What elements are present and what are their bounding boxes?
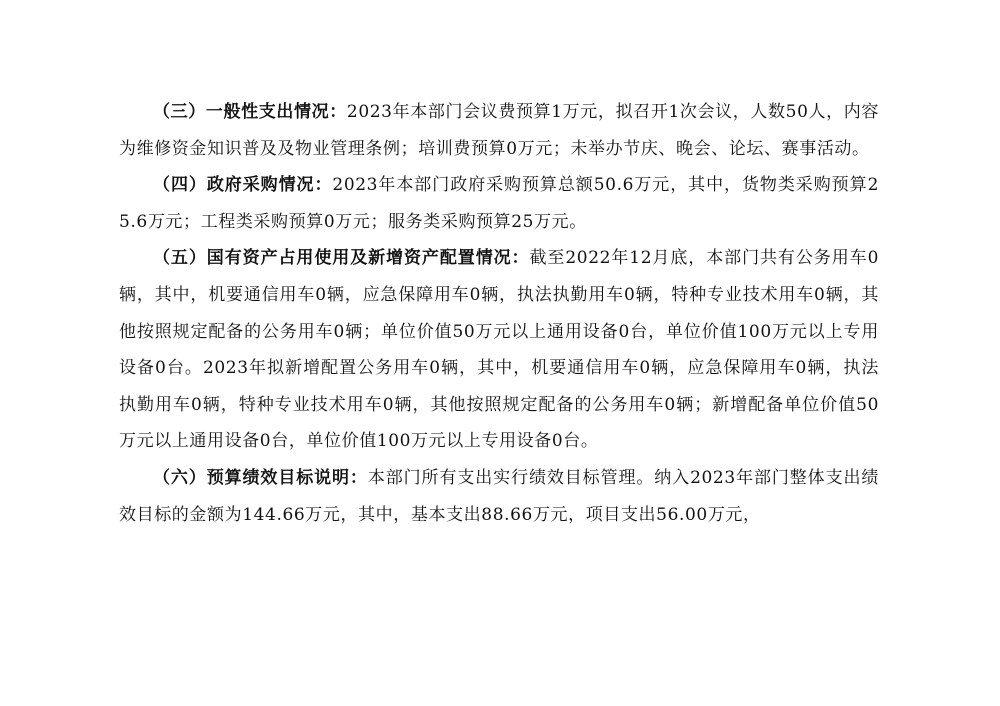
section-heading: （六）预算绩效目标说明： [153, 467, 368, 488]
section-body: 本部门所有支出实行绩效目标管理。纳入2023年部门整体支出绩效目标的金额为144.66万元，其中，基本支出88.66万元，项目支出56.00万元， [119, 467, 879, 525]
section-body: 2023年本部门会议费预算1万元，拟召开1次会议，人数50人，内容为维修资金知识普及及物业管理条例；培训费预算0万元；未举办节庆、晚会、论坛、赛事活动。 [119, 102, 879, 159]
document-page [119, 94, 879, 533]
section-general-expenditure [119, 94, 879, 167]
section-heading: （三）一般性支出情况： [153, 102, 347, 122]
section-body: 截至2022年12月底，本部门共有公务用车0辆，其中，机要通信用车0辆，应急保障用车0辆，执法执勤用车0辆，特种专业技术用车0辆，其他按照规定配备的公务用车0辆；单位价值50万元以上通用设备0台，单位价值100万元以上专用设备0台。2023年拟新增配置公务用车0辆，其中，机要通信用车0辆，应急保障用车0辆，执法执勤用车0辆，特种专业技术用车0辆，其他按照规定配备的公务用车0辆；新增配备单位价值50万元以上通用设备0台，单位价值100万元以上专用设备0台。 [119, 248, 879, 452]
section-body: 2023年本部门政府采购预算总额50.6万元，其中，货物类采购预算25.6万元；工程类采购预算0万元；服务类采购预算25万元。 [119, 175, 879, 232]
section-state-assets [119, 240, 879, 460]
section-heading: （五）国有资产占用使用及新增资产配置情况： [153, 248, 530, 269]
section-heading: （四）政府采购情况： [153, 175, 333, 196]
section-government-procurement [119, 167, 879, 240]
section-performance-goals [119, 460, 879, 533]
